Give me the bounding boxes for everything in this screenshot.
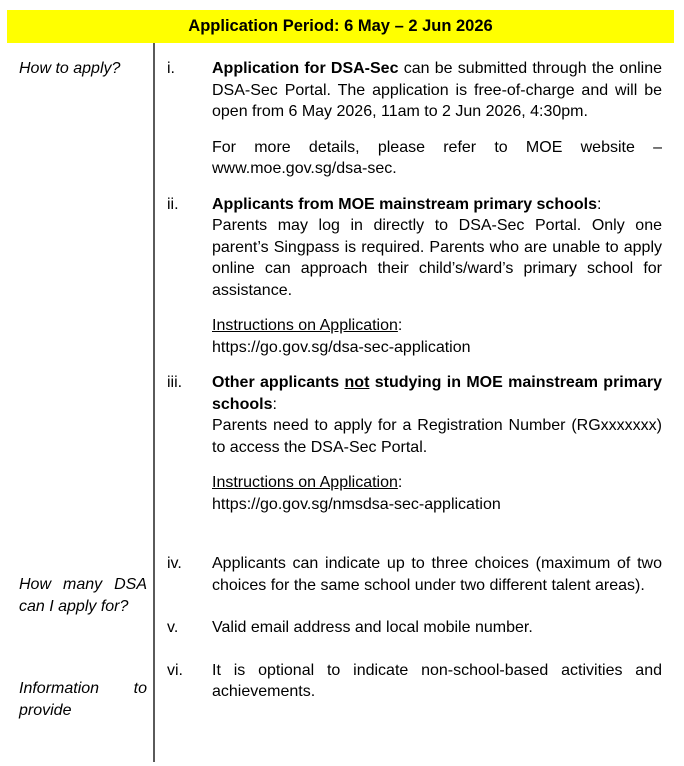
text-run: Parents need to apply for a Registration Number (RGxxxxxxx) to access the DSA-Sec Portal.	[212, 417, 662, 456]
text-run: :	[272, 395, 277, 413]
list-item	[167, 553, 662, 596]
paragraph	[212, 372, 662, 458]
list-item	[167, 58, 662, 180]
text-run: Applicants can indicate up to three choices (maximum of two choices for the same school under two different talent areas).	[212, 555, 662, 594]
text-run: It is optional to indicate non-school-based activities and achievements.	[212, 661, 662, 700]
label-information-to-provide: Information to provide	[19, 680, 147, 719]
application-period-banner	[7, 10, 674, 43]
text-run: Other applicants	[212, 374, 345, 391]
item-content	[212, 553, 662, 596]
paragraph	[212, 553, 662, 596]
paragraph	[212, 315, 662, 358]
item-content	[212, 372, 662, 515]
item-content	[212, 194, 662, 359]
items-list	[167, 58, 662, 703]
text-run: Applicants from MOE mainstream primary schools	[212, 195, 597, 213]
item-content	[212, 660, 662, 703]
item-content	[212, 617, 662, 639]
text-run: can be submitted through the online DSA-Sec Portal. The application is free-of-charge and will be open from 6 May 2026, 11am to 2 Jun 2026, 4:30pm.	[212, 60, 662, 120]
list-item	[167, 194, 662, 359]
text-run: https://go.gov.sg/dsa-sec-application	[212, 338, 471, 356]
banner-title: Application Period: 6 May – 2 Jun 2026	[188, 16, 493, 35]
paragraph	[212, 617, 662, 639]
text-run: :	[397, 474, 403, 491]
text-run: studying in MOE mainstream primary schools	[212, 374, 662, 413]
item-number: iv.	[167, 555, 182, 572]
item-number: i.	[167, 60, 175, 77]
text-run: Instructions on Application	[212, 474, 398, 491]
item-number: ii.	[167, 195, 179, 213]
item-number: vi.	[167, 661, 183, 679]
paragraph	[212, 58, 662, 123]
list-item	[167, 660, 662, 703]
label-how-many-dsa: How many DSA can I apply for?	[19, 576, 147, 615]
paragraph	[212, 137, 662, 180]
text-run: :	[397, 317, 403, 334]
list-item	[167, 372, 662, 515]
table-column-divider	[153, 43, 155, 762]
text-run: Parents may log in directly to DSA-Sec Portal. Only one parent’s Singpass is required. Parents who are unable to apply online can approach their child’s/ward’s primary school for assistance.	[212, 217, 662, 299]
paragraph	[212, 660, 662, 703]
text-run: Valid email address and local mobile number.	[212, 619, 533, 636]
paragraph	[212, 472, 662, 515]
item-number: v.	[167, 619, 179, 636]
text-run: For more details, please refer to MOE website – www.moe.gov.sg/dsa-sec.	[212, 138, 662, 177]
text-run: Instructions on Application	[212, 317, 398, 334]
text-run: :	[597, 195, 602, 213]
text-run: not	[344, 374, 370, 391]
text-run: Application for DSA-Sec	[212, 60, 399, 77]
list-item	[167, 617, 662, 639]
item-number: iii.	[167, 374, 183, 391]
text-run: https://go.gov.sg/nmsdsa-sec-application	[212, 495, 501, 513]
paragraph	[212, 194, 662, 302]
label-how-to-apply: How to apply?	[19, 60, 121, 77]
item-content	[212, 58, 662, 180]
